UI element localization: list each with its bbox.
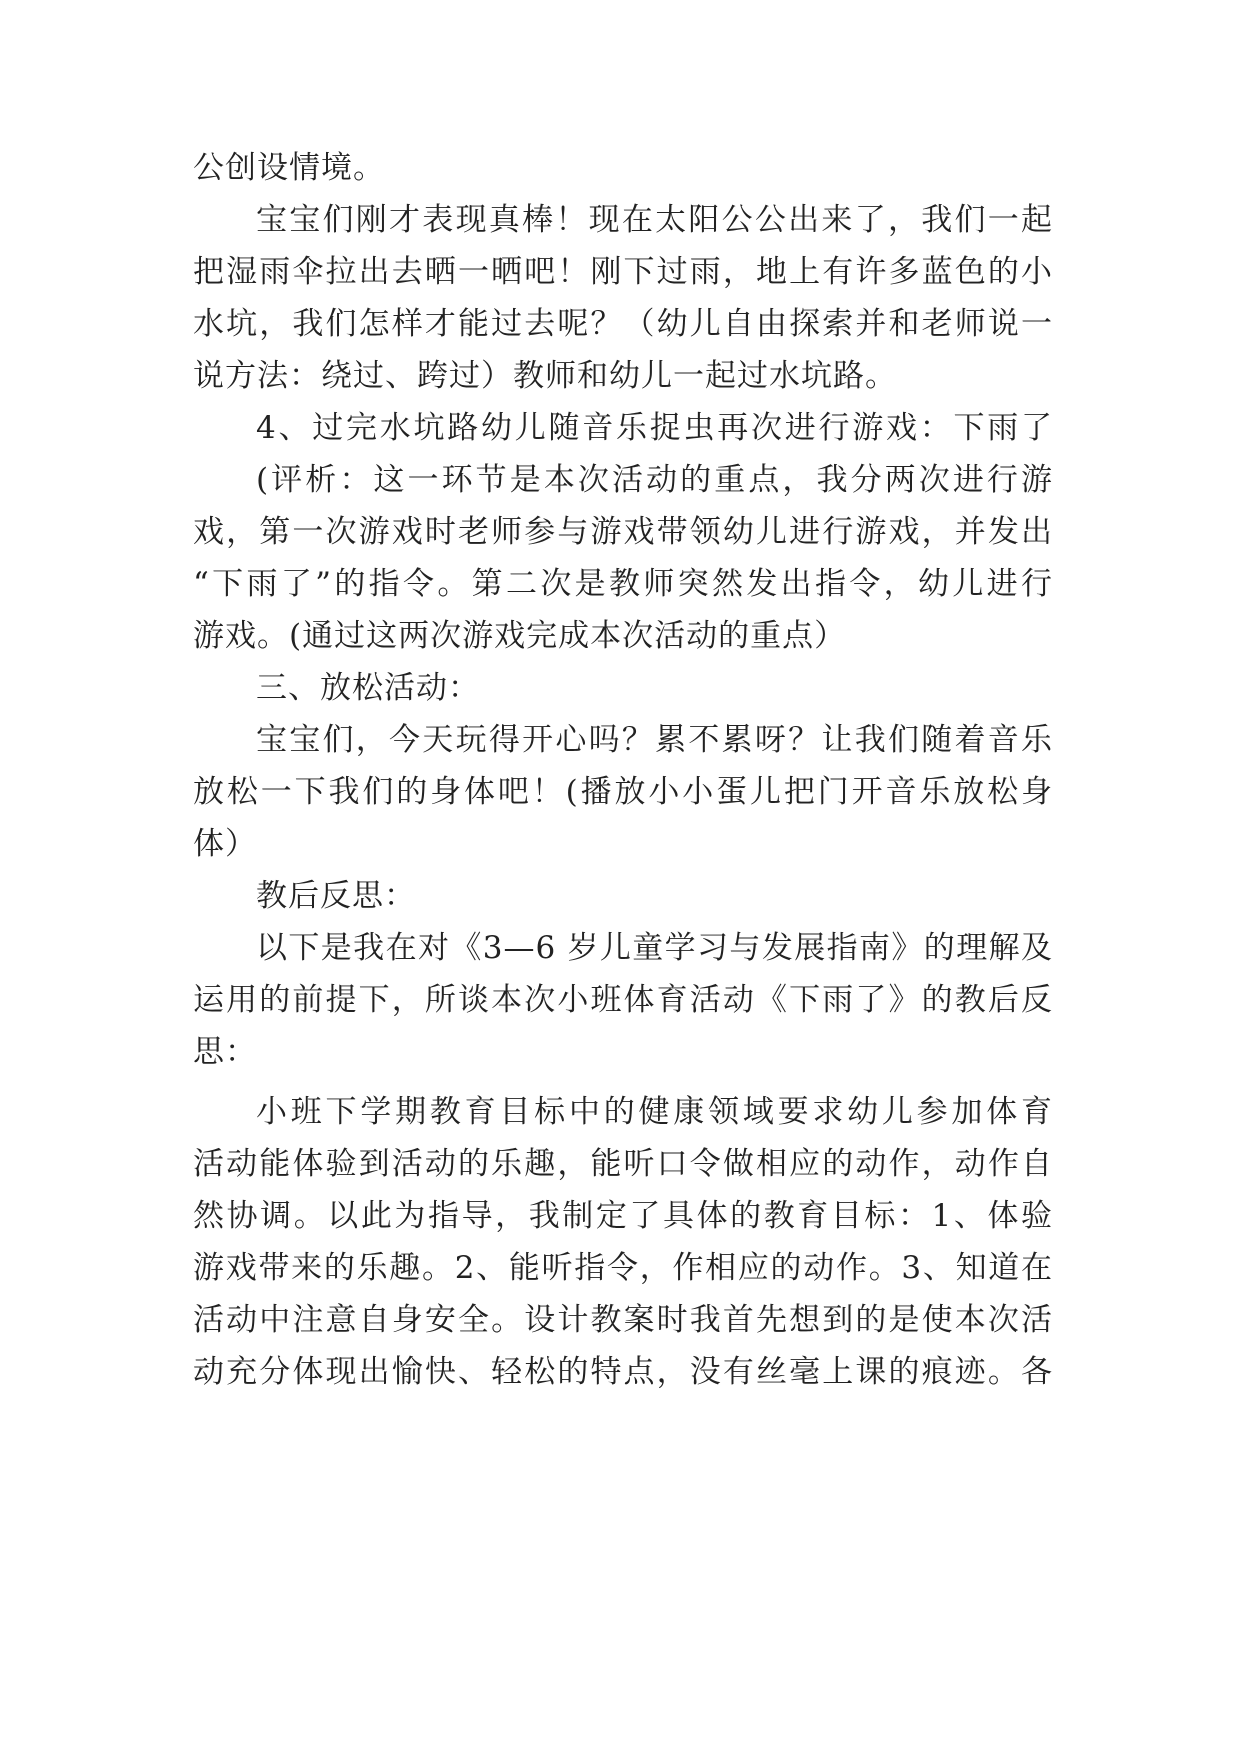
text-line: (评析：这一环节是本次活动的重点，我分两次进行游: [256, 462, 1053, 498]
text-line: 游戏带来的乐趣。2、能听指令，作相应的动作。3、知道在: [193, 1250, 1053, 1286]
text-line: 动充分体现出愉快、轻松的特点，没有丝毫上课的痕迹。各: [193, 1354, 1053, 1390]
section-heading: 教后反思：: [256, 878, 416, 914]
text-line: 活动能体验到活动的乐趣，能听口令做相应的动作，动作自: [193, 1146, 1053, 1182]
section-heading: 三、放松活动：: [256, 670, 480, 706]
text-line: 游戏。(通过这两次游戏完成本次活动的重点）: [193, 618, 847, 654]
text-line: 说方法：绕过、跨过）教师和幼儿一起过水坑路。: [193, 358, 897, 394]
text-line: 宝宝们刚才表现真棒！现在太阳公公出来了，我们一起: [256, 202, 1053, 238]
text-line: “下雨了”的指令。第二次是教师突然发出指令，幼儿进行: [193, 566, 1053, 602]
text-line: 戏，第一次游戏时老师参与游戏带领幼儿进行游戏，并发出: [193, 514, 1053, 550]
text-line: 活动中注意自身安全。设计教案时我首先想到的是使本次活: [193, 1302, 1053, 1338]
text-line: 把湿雨伞拉出去晒一晒吧！刚下过雨，地上有许多蓝色的小: [193, 254, 1053, 290]
text-line: 4、过完水坑路幼儿随音乐捉虫再次进行游戏：下雨了: [256, 410, 1053, 446]
text-line: 宝宝们，今天玩得开心吗？累不累呀？让我们随着音乐: [256, 722, 1053, 758]
text-line: 小班下学期教育目标中的健康领域要求幼儿参加体育: [256, 1094, 1053, 1130]
text-line: 放松一下我们的身体吧！(播放小小蛋儿把门开音乐放松身: [193, 774, 1053, 810]
text-line: 运用的前提下，所谈本次小班体育活动《下雨了》的教后反: [193, 982, 1053, 1018]
text-line: 公创设情境。: [193, 150, 385, 186]
text-line: 以下是我在对《3—6 岁儿童学习与发展指南》的理解及: [256, 930, 1053, 966]
text-line: 水坑，我们怎样才能过去呢？（幼儿自由探索并和老师说一: [193, 306, 1053, 342]
text-line: 然协调。以此为指导，我制定了具体的教育目标：1、体验: [193, 1198, 1053, 1234]
text-line: 体）: [193, 826, 257, 862]
text-line: 思：: [193, 1034, 257, 1070]
